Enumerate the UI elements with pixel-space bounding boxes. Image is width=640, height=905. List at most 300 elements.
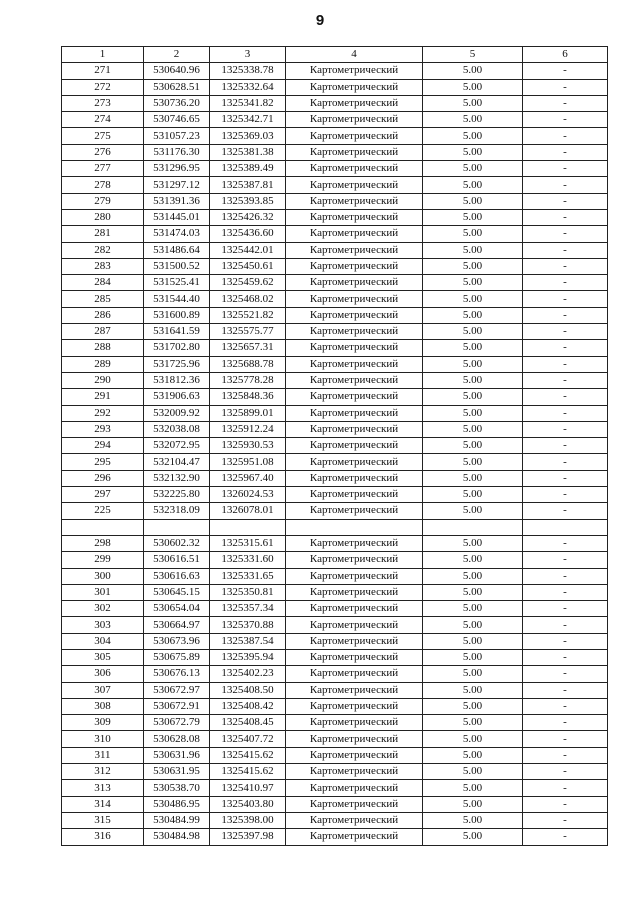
table-row — [62, 584, 608, 600]
table-cell: 531057.23 — [144, 128, 210, 144]
table-cell: 305 — [62, 649, 144, 665]
table-cell: Картометрический — [286, 356, 423, 372]
table-cell: 1325967.40 — [210, 470, 286, 486]
table-cell: 530672.91 — [144, 698, 210, 714]
table-cell: Картометрический — [286, 649, 423, 665]
table-cell: 5.00 — [423, 340, 523, 356]
table-cell: 531525.41 — [144, 275, 210, 291]
table-cell: - — [523, 698, 608, 714]
table-cell: 292 — [62, 405, 144, 421]
table-cell: - — [523, 193, 608, 209]
table-cell: Картометрический — [286, 242, 423, 258]
table-cell: 296 — [62, 470, 144, 486]
table-cell: 307 — [62, 682, 144, 698]
table-cell: 530538.70 — [144, 780, 210, 796]
table-cell: 5.00 — [423, 666, 523, 682]
table-cell: 530736.20 — [144, 95, 210, 111]
table-cell: 530631.96 — [144, 747, 210, 763]
table-cell: Картометрический — [286, 764, 423, 780]
table-row — [62, 275, 608, 291]
table-cell: 5.00 — [423, 601, 523, 617]
table-cell: 531702.80 — [144, 340, 210, 356]
table-cell: - — [523, 568, 608, 584]
table-cell: - — [523, 79, 608, 95]
table-cell: 1325778.28 — [210, 372, 286, 388]
table-cell: Картометрический — [286, 454, 423, 470]
table-row — [62, 747, 608, 763]
table-cell: 532225.80 — [144, 487, 210, 503]
table-cell: - — [523, 324, 608, 340]
table-cell: - — [523, 617, 608, 633]
table-cell: 1325387.54 — [210, 633, 286, 649]
table-cell: 1325657.31 — [210, 340, 286, 356]
table-cell: 271 — [62, 63, 144, 79]
table-cell: - — [523, 177, 608, 193]
table-cell: 225 — [62, 503, 144, 519]
table-cell: Картометрический — [286, 405, 423, 421]
table-cell: 297 — [62, 487, 144, 503]
table-cell: Картометрический — [286, 682, 423, 698]
table-cell: 5.00 — [423, 584, 523, 600]
table-cell: 5.00 — [423, 747, 523, 763]
table-cell: - — [523, 470, 608, 486]
table-cell: 5.00 — [423, 568, 523, 584]
table-row — [62, 633, 608, 649]
table-cell: 1325342.71 — [210, 112, 286, 128]
table-cell: 276 — [62, 144, 144, 160]
table-cell: 284 — [62, 275, 144, 291]
table-row — [62, 177, 608, 193]
table-cell: 313 — [62, 780, 144, 796]
table-cell: 312 — [62, 764, 144, 780]
table-row — [62, 79, 608, 95]
table-cell: - — [523, 144, 608, 160]
table-cell: 315 — [62, 812, 144, 828]
table-cell: 5.00 — [423, 764, 523, 780]
table-cell: 291 — [62, 389, 144, 405]
table-cell: 306 — [62, 666, 144, 682]
table-cell: 1325315.61 — [210, 535, 286, 551]
table-row — [62, 128, 608, 144]
table-cell: 531725.96 — [144, 356, 210, 372]
table-cell: 1325331.65 — [210, 568, 286, 584]
table-row — [62, 812, 608, 828]
table-cell: 311 — [62, 747, 144, 763]
table-cell: Картометрический — [286, 177, 423, 193]
blank-separator-row — [62, 519, 608, 535]
table-row — [62, 796, 608, 812]
table-row — [62, 552, 608, 568]
table-cell: 531391.36 — [144, 193, 210, 209]
table-row — [62, 95, 608, 111]
table-cell: 314 — [62, 796, 144, 812]
table-cell: Картометрический — [286, 209, 423, 225]
table-cell: 5.00 — [423, 128, 523, 144]
header-cell: 3 — [210, 47, 286, 63]
table-cell: 5.00 — [423, 731, 523, 747]
table-cell: 530675.89 — [144, 649, 210, 665]
table-cell: - — [523, 405, 608, 421]
table-cell: 302 — [62, 601, 144, 617]
table-cell: - — [523, 112, 608, 128]
table-cell: Картометрический — [286, 421, 423, 437]
table-row — [62, 503, 608, 519]
table-cell: 1325930.53 — [210, 438, 286, 454]
table-row — [62, 535, 608, 551]
table-cell: 273 — [62, 95, 144, 111]
table-cell: - — [523, 209, 608, 225]
table-cell: - — [523, 552, 608, 568]
table-cell: - — [523, 275, 608, 291]
table-cell: Картометрический — [286, 340, 423, 356]
table-cell: - — [523, 487, 608, 503]
table-cell: Картометрический — [286, 128, 423, 144]
table-cell: 1325848.36 — [210, 389, 286, 405]
table-cell: 530631.95 — [144, 764, 210, 780]
table-row — [62, 715, 608, 731]
table-cell: 530676.13 — [144, 666, 210, 682]
table-cell: 530673.96 — [144, 633, 210, 649]
table-cell: 1325450.61 — [210, 258, 286, 274]
table-cell: 5.00 — [423, 405, 523, 421]
table-cell: 283 — [62, 258, 144, 274]
table-cell: 1325332.64 — [210, 79, 286, 95]
table-cell: 1326024.53 — [210, 487, 286, 503]
table-cell: 5.00 — [423, 421, 523, 437]
table-cell: 532009.92 — [144, 405, 210, 421]
table-cell: Картометрический — [286, 584, 423, 600]
table-cell: Картометрический — [286, 617, 423, 633]
table-cell: 281 — [62, 226, 144, 242]
table-row — [62, 226, 608, 242]
table-cell: - — [523, 747, 608, 763]
table-cell: 531297.12 — [144, 177, 210, 193]
table-cell: 5.00 — [423, 487, 523, 503]
table-cell: 1325408.50 — [210, 682, 286, 698]
table-row — [62, 340, 608, 356]
table-cell: - — [523, 242, 608, 258]
table-row — [62, 649, 608, 665]
table-cell: 530484.99 — [144, 812, 210, 828]
table-cell: 316 — [62, 829, 144, 845]
table-cell: 5.00 — [423, 633, 523, 649]
table-cell: - — [523, 584, 608, 600]
table-row — [62, 698, 608, 714]
table-row — [62, 682, 608, 698]
table-cell: Картометрический — [286, 812, 423, 828]
table-cell: 1325415.62 — [210, 747, 286, 763]
table-cell: Картометрический — [286, 698, 423, 714]
table-cell: 5.00 — [423, 226, 523, 242]
table-cell: 285 — [62, 291, 144, 307]
table-cell: 5.00 — [423, 307, 523, 323]
table-cell-empty — [144, 519, 210, 535]
table-cell: Картометрический — [286, 470, 423, 486]
table-cell: 5.00 — [423, 796, 523, 812]
table-row — [62, 487, 608, 503]
table-cell: 304 — [62, 633, 144, 649]
table-cell: 530602.32 — [144, 535, 210, 551]
table-cell: 1325387.81 — [210, 177, 286, 193]
table-cell: - — [523, 95, 608, 111]
table-cell: 531641.59 — [144, 324, 210, 340]
table-cell: 294 — [62, 438, 144, 454]
table-cell: - — [523, 128, 608, 144]
table-cell: Картометрический — [286, 372, 423, 388]
table-cell: 303 — [62, 617, 144, 633]
table-cell: 1325403.80 — [210, 796, 286, 812]
table-cell: 5.00 — [423, 535, 523, 551]
table-cell: - — [523, 764, 608, 780]
table-cell: - — [523, 438, 608, 454]
table-cell: - — [523, 812, 608, 828]
table-cell: - — [523, 649, 608, 665]
table-cell: 1325468.02 — [210, 291, 286, 307]
table-cell: Картометрический — [286, 601, 423, 617]
table-cell: 1325688.78 — [210, 356, 286, 372]
table-row — [62, 405, 608, 421]
table-cell: 287 — [62, 324, 144, 340]
table-cell: 1325331.60 — [210, 552, 286, 568]
table-cell: 1325442.01 — [210, 242, 286, 258]
table-cell: 1325899.01 — [210, 405, 286, 421]
table-cell: 530645.15 — [144, 584, 210, 600]
table-cell-empty — [210, 519, 286, 535]
table-cell: Картометрический — [286, 829, 423, 845]
table-cell: 5.00 — [423, 63, 523, 79]
table-cell: 5.00 — [423, 503, 523, 519]
table-cell: 310 — [62, 731, 144, 747]
table-cell: 280 — [62, 209, 144, 225]
table-cell: 308 — [62, 698, 144, 714]
table-row — [62, 291, 608, 307]
table-cell: 1325575.77 — [210, 324, 286, 340]
table-cell: 1325370.88 — [210, 617, 286, 633]
table-cell: Картометрический — [286, 389, 423, 405]
table-cell: 290 — [62, 372, 144, 388]
table-cell-empty — [62, 519, 144, 535]
table-cell: Картометрический — [286, 226, 423, 242]
table-cell: 278 — [62, 177, 144, 193]
table-row — [62, 356, 608, 372]
table-row — [62, 144, 608, 160]
table-cell: 1326078.01 — [210, 503, 286, 519]
table-cell: - — [523, 503, 608, 519]
table-cell: - — [523, 356, 608, 372]
table-cell: 530486.95 — [144, 796, 210, 812]
table-cell: 530616.63 — [144, 568, 210, 584]
table-cell: 272 — [62, 79, 144, 95]
table-cell: 1325459.62 — [210, 275, 286, 291]
table-cell: - — [523, 226, 608, 242]
table-cell: Картометрический — [286, 112, 423, 128]
table-cell: 1325407.72 — [210, 731, 286, 747]
table-cell: 531812.36 — [144, 372, 210, 388]
table-cell: Картометрический — [286, 95, 423, 111]
table-cell: 532318.09 — [144, 503, 210, 519]
table-cell: 1325341.82 — [210, 95, 286, 111]
table-row — [62, 780, 608, 796]
table-cell: 293 — [62, 421, 144, 437]
table-cell: - — [523, 340, 608, 356]
table-cell: 530664.97 — [144, 617, 210, 633]
table-cell: - — [523, 421, 608, 437]
table-cell: 5.00 — [423, 275, 523, 291]
table-cell: 1325357.34 — [210, 601, 286, 617]
table-cell: - — [523, 731, 608, 747]
header-cell: 5 — [423, 47, 523, 63]
table-cell: 530484.98 — [144, 829, 210, 845]
table-cell: 530628.51 — [144, 79, 210, 95]
table-cell: - — [523, 63, 608, 79]
header-cell: 2 — [144, 47, 210, 63]
table-cell: - — [523, 258, 608, 274]
table-cell: 1325408.42 — [210, 698, 286, 714]
table-cell: 5.00 — [423, 112, 523, 128]
table-cell: Картометрический — [286, 633, 423, 649]
table-cell: Картометрический — [286, 731, 423, 747]
table-cell: 1325338.78 — [210, 63, 286, 79]
table-cell: 532072.95 — [144, 438, 210, 454]
table-cell: 531176.30 — [144, 144, 210, 160]
table-cell: - — [523, 161, 608, 177]
table-row — [62, 764, 608, 780]
table-cell: 301 — [62, 584, 144, 600]
table-cell: 282 — [62, 242, 144, 258]
table-cell: 530654.04 — [144, 601, 210, 617]
table-cell: 531445.01 — [144, 209, 210, 225]
table-cell: - — [523, 535, 608, 551]
table-cell: - — [523, 715, 608, 731]
table-cell: Картометрический — [286, 796, 423, 812]
table-cell: 289 — [62, 356, 144, 372]
table-row — [62, 307, 608, 323]
table-cell: - — [523, 389, 608, 405]
table-cell: 5.00 — [423, 356, 523, 372]
table-cell: 1325521.82 — [210, 307, 286, 323]
table-cell: 1325410.97 — [210, 780, 286, 796]
table-cell: - — [523, 372, 608, 388]
table-cell: Картометрический — [286, 552, 423, 568]
table-cell: Картометрический — [286, 79, 423, 95]
table-cell: 295 — [62, 454, 144, 470]
table-cell-empty — [523, 519, 608, 535]
table-cell: - — [523, 601, 608, 617]
table-row — [62, 617, 608, 633]
table-cell: 5.00 — [423, 829, 523, 845]
table-cell: Картометрический — [286, 307, 423, 323]
table-cell: Картометрический — [286, 503, 423, 519]
table-row — [62, 193, 608, 209]
table-cell: 5.00 — [423, 552, 523, 568]
table-cell: 5.00 — [423, 389, 523, 405]
table-cell: 532104.47 — [144, 454, 210, 470]
table-cell: 5.00 — [423, 682, 523, 698]
table-cell: 1325408.45 — [210, 715, 286, 731]
table-cell: 5.00 — [423, 649, 523, 665]
header-row — [62, 47, 608, 63]
table-cell: Картометрический — [286, 275, 423, 291]
table-cell: 300 — [62, 568, 144, 584]
table-cell: 531906.63 — [144, 389, 210, 405]
header-cell: 4 — [286, 47, 423, 63]
table-cell: 5.00 — [423, 372, 523, 388]
table-row — [62, 209, 608, 225]
table-row — [62, 470, 608, 486]
table-cell: Картометрический — [286, 144, 423, 160]
table-cell: 530672.79 — [144, 715, 210, 731]
table-row — [62, 324, 608, 340]
table-cell: 531296.95 — [144, 161, 210, 177]
table-cell: Картометрический — [286, 438, 423, 454]
table-row — [62, 731, 608, 747]
table-cell: - — [523, 682, 608, 698]
table-cell: 1325951.08 — [210, 454, 286, 470]
table-row — [62, 161, 608, 177]
table-cell: Картометрический — [286, 666, 423, 682]
table-cell: 5.00 — [423, 193, 523, 209]
table-cell: Картометрический — [286, 535, 423, 551]
table-cell: 279 — [62, 193, 144, 209]
table-cell: 5.00 — [423, 812, 523, 828]
table-cell: 275 — [62, 128, 144, 144]
table-row — [62, 112, 608, 128]
table-row — [62, 258, 608, 274]
table-row — [62, 601, 608, 617]
table-cell: 530628.08 — [144, 731, 210, 747]
table-cell: 1325398.00 — [210, 812, 286, 828]
table-row — [62, 666, 608, 682]
page-number: 9 — [315, 12, 325, 29]
table-cell: 531500.52 — [144, 258, 210, 274]
table-cell: Картометрический — [286, 747, 423, 763]
table-cell: 5.00 — [423, 95, 523, 111]
coordinates-table — [61, 46, 608, 846]
table-cell: 5.00 — [423, 79, 523, 95]
table-cell: 1325397.98 — [210, 829, 286, 845]
table-cell: Картометрический — [286, 193, 423, 209]
table-cell: 1325912.24 — [210, 421, 286, 437]
table-cell: 531600.89 — [144, 307, 210, 323]
table-cell: 5.00 — [423, 291, 523, 307]
table-cell-empty — [423, 519, 523, 535]
table-cell: Картометрический — [286, 324, 423, 340]
table-cell: 299 — [62, 552, 144, 568]
table-cell: 530640.96 — [144, 63, 210, 79]
table-cell: 298 — [62, 535, 144, 551]
table-cell: 530616.51 — [144, 552, 210, 568]
table-cell: 309 — [62, 715, 144, 731]
table-cell: - — [523, 796, 608, 812]
table-cell: Картометрический — [286, 715, 423, 731]
table-cell: - — [523, 829, 608, 845]
table-cell: 530672.97 — [144, 682, 210, 698]
table-cell: 532132.90 — [144, 470, 210, 486]
table-cell: 1325426.32 — [210, 209, 286, 225]
table-cell: - — [523, 633, 608, 649]
table-cell: 5.00 — [423, 144, 523, 160]
table-cell: 274 — [62, 112, 144, 128]
table-cell: 530746.65 — [144, 112, 210, 128]
table-cell: 1325369.03 — [210, 128, 286, 144]
header-cell: 6 — [523, 47, 608, 63]
table-cell: Картометрический — [286, 161, 423, 177]
table-row — [62, 372, 608, 388]
table-cell: Картометрический — [286, 291, 423, 307]
table-cell: 5.00 — [423, 470, 523, 486]
table-cell: 5.00 — [423, 209, 523, 225]
table-row — [62, 438, 608, 454]
